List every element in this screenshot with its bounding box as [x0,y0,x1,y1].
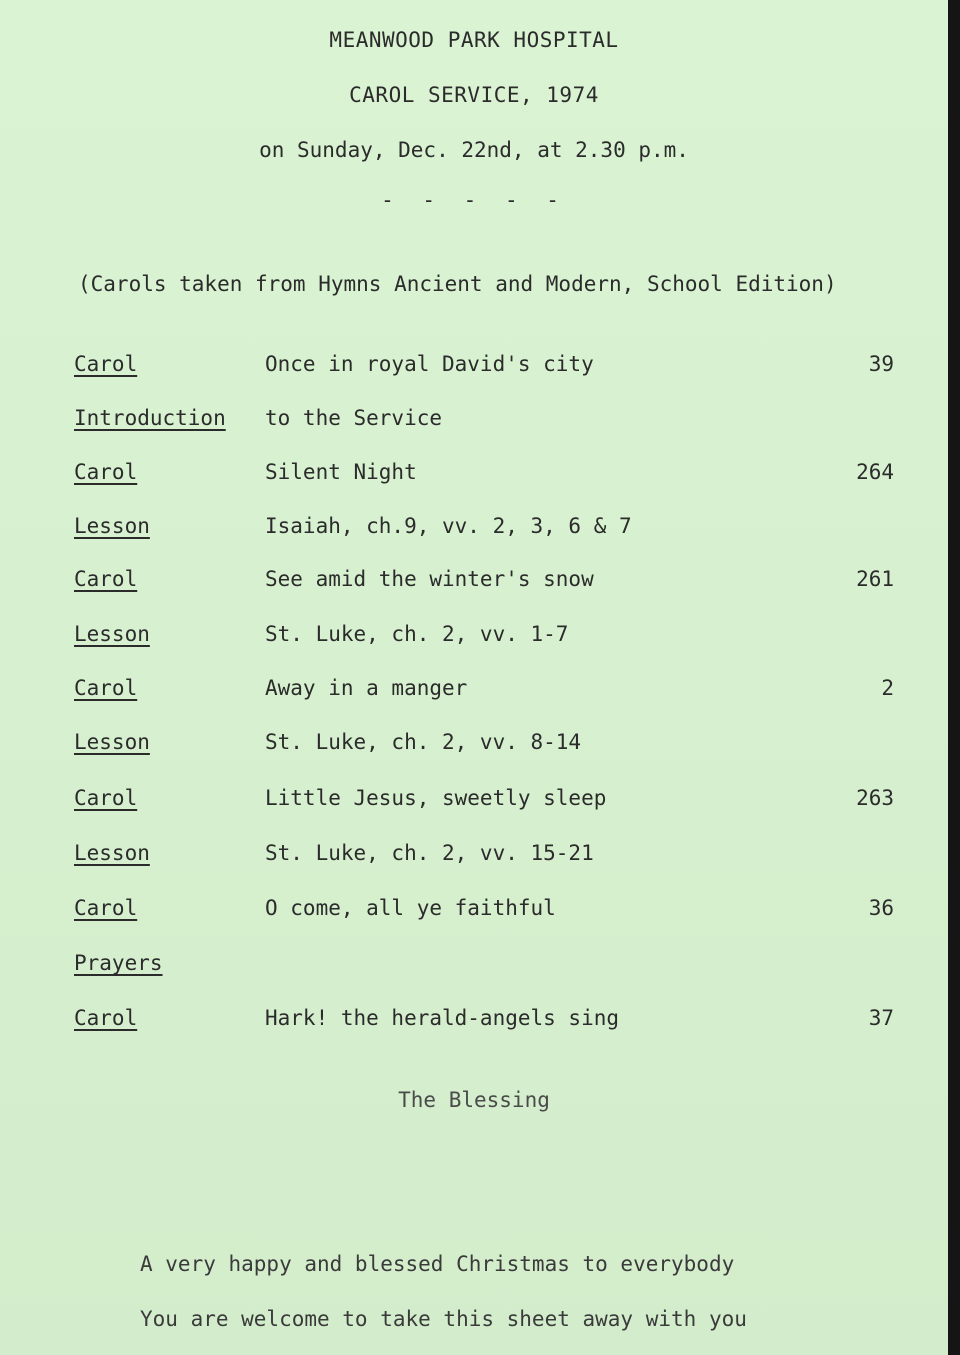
programme-row [0,622,948,652]
programme-row [0,676,948,706]
document-title: MEANWOOD PARK HOSPITAL [329,28,619,52]
item-description: St. Luke, ch. 2, vv. 8-14 [265,730,582,754]
item-description: Hark! the herald-angels sing [265,1006,620,1030]
hymn-number: 261 [856,567,894,591]
hymn-number: 264 [856,460,894,484]
item-description: Away in a manger [265,676,468,700]
item-label: Lesson [74,841,150,865]
programme-row [0,406,948,436]
programme-row [0,460,948,490]
item-label: Carol [74,567,138,591]
item-description: O come, all ye faithful [265,896,556,920]
hymn-number: 39 [868,352,894,376]
item-label: Carol [74,896,138,920]
programme-row [0,352,948,382]
programme-row [0,896,948,926]
item-description: Little Jesus, sweetly sleep [265,786,607,810]
document-subtitle: CAROL SERVICE, 1974 [349,83,599,107]
item-description: Silent Night [265,460,417,484]
hymn-number: 37 [868,1006,894,1030]
item-label: Lesson [74,622,150,646]
item-label: Introduction [74,406,226,430]
programme-row [0,786,948,816]
item-description: Once in royal David's city [265,352,594,376]
hymn-number: 2 [881,676,894,700]
christmas-greeting: A very happy and blessed Christmas to everybody [140,1252,735,1276]
programme-row [0,841,948,871]
item-description: St. Luke, ch. 2, vv. 15-21 [265,841,594,865]
programme-row [0,951,948,981]
programme-row [0,514,948,544]
divider-dashes: - - - - - [381,188,567,212]
hymn-number: 36 [868,896,894,920]
source-note: (Carols taken from Hymns Ancient and Modern, School Edition) [78,272,837,296]
programme-row [0,1006,948,1036]
item-label: Lesson [74,514,150,538]
take-away-note: You are welcome to take this sheet away with you [140,1307,747,1331]
scan-border [948,0,960,1355]
item-description: St. Luke, ch. 2, vv. 1-7 [265,622,569,646]
item-label: Carol [74,460,138,484]
item-description: Isaiah, ch.9, vv. 2, 3, 6 & 7 [265,514,632,538]
item-label: Lesson [74,730,150,754]
item-description: See amid the winter's snow [265,567,594,591]
item-label: Carol [74,1006,138,1030]
item-label: Carol [74,352,138,376]
programme-row [0,567,948,597]
item-label: Carol [74,786,138,810]
item-label: Carol [74,676,138,700]
blessing-heading: The Blessing [398,1088,550,1112]
hymn-number: 263 [856,786,894,810]
programme-row [0,730,948,760]
item-label: Prayers [74,951,163,975]
service-dateline: on Sunday, Dec. 22nd, at 2.30 p.m. [259,138,689,162]
item-description: to the Service [265,406,443,430]
